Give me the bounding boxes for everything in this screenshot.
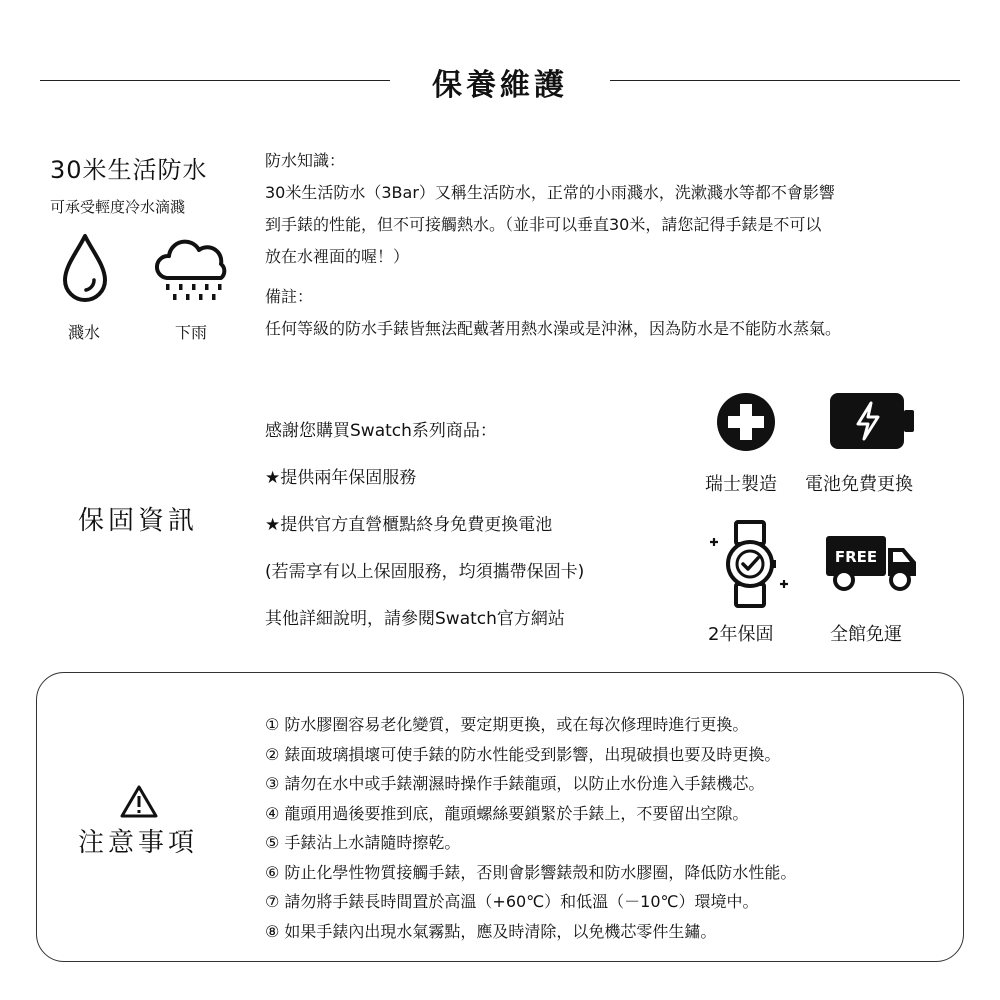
warranty-line: 感謝您購買Swatch系列商品： bbox=[265, 421, 497, 441]
knowledge-line: 放在水裡面的喔！） bbox=[265, 247, 410, 266]
list-item: ⑤ 手錶沾上水請隨時擦乾。 bbox=[265, 833, 461, 852]
battery-label: 電池免費更換 bbox=[805, 474, 913, 495]
battery-icon bbox=[830, 393, 914, 449]
warning-icon bbox=[119, 784, 159, 820]
splash-label: 濺水 bbox=[68, 323, 101, 342]
water-drop-icon bbox=[60, 232, 110, 304]
swiss-cross-icon bbox=[716, 392, 776, 452]
waterproof-knowledge bbox=[265, 145, 985, 345]
cautions-title: 注意事項 bbox=[78, 828, 199, 858]
cautions-list bbox=[265, 710, 796, 946]
knowledge-title: 防水知識： bbox=[265, 151, 346, 170]
warranty-lines bbox=[265, 408, 584, 643]
truck-free-text: FREE bbox=[834, 548, 878, 566]
warranty-line: ★提供官方直營櫃點終身免費更換電池 bbox=[265, 515, 553, 535]
header-line-right bbox=[610, 80, 960, 81]
list-item: ⑦ 請勿將手錶長時間置於高溫（+60℃）和低溫（－10℃）環境中。 bbox=[265, 892, 759, 911]
list-item: ⑧ 如果手錶內出現水氣霧點，應及時清除，以免機芯零件生鏽。 bbox=[265, 921, 717, 941]
warranty-label: 2年保固 bbox=[708, 624, 774, 645]
knowledge-line: 到手錶的性能，但不可接觸熱水。（並非可以垂直30米，請您記得手錶是不可以 bbox=[265, 215, 822, 234]
list-item: ② 錶面玻璃損壞可使手錶的防水性能受到影響，出現破損也要及時更換。 bbox=[265, 744, 781, 764]
waterproof-title: 30米生活防水 bbox=[50, 156, 208, 184]
rain-cloud-icon bbox=[153, 238, 233, 304]
warranty-line: 其他詳細說明，請參閱Swatch官方網站 bbox=[265, 609, 565, 629]
warranty-title: 保固資訊 bbox=[78, 506, 199, 536]
warranty-line: (若需享有以上保固服務，均須攜帶保固卡) bbox=[265, 562, 585, 582]
free-shipping-label: 全館免運 bbox=[830, 624, 902, 645]
page-title: 保養維護 bbox=[432, 68, 568, 103]
free-shipping-truck-icon bbox=[826, 534, 918, 594]
knowledge-line: 30米生活防水（3Bar）又稱生活防水，正常的小雨濺水，洗漱濺水等都不會影響 bbox=[265, 183, 835, 202]
list-item: ① 防水膠圈容易老化變質，要定期更換，或在每次修理時進行更換。 bbox=[265, 715, 749, 734]
warranty-line: ★提供兩年保固服務 bbox=[265, 468, 417, 488]
rain-label: 下雨 bbox=[175, 323, 208, 342]
note-text: 任何等級的防水手錶皆無法配戴著用熱水澡或是沖淋，因為防水是不能防水蒸氣。 bbox=[265, 319, 842, 338]
list-item: ③ 請勿在水中或手錶潮濕時操作手錶龍頭，以防止水份進入手錶機芯。 bbox=[265, 774, 765, 793]
note-title: 備註： bbox=[265, 287, 314, 306]
list-item: ④ 龍頭用過後要推到底，龍頭螺絲要鎖緊於手錶上，不要留出空隙。 bbox=[265, 803, 749, 823]
waterproof-subtitle: 可承受輕度冷水滴濺 bbox=[50, 198, 186, 216]
watch-check-icon bbox=[704, 518, 800, 610]
swiss-made-label: 瑞士製造 bbox=[705, 474, 777, 495]
list-item: ⑥ 防止化學性物質接觸手錶，否則會影響錶殼和防水膠圈，降低防水性能。 bbox=[265, 862, 797, 882]
